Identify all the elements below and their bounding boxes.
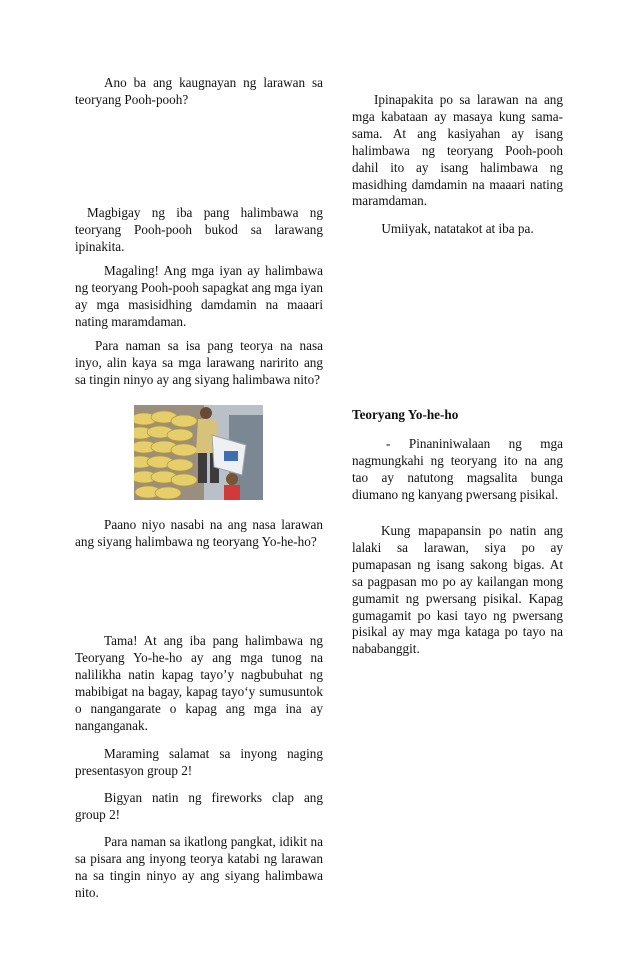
paragraph-fireworks-clap: Bigyan natin ng fireworks clap ang group 2! [75, 790, 323, 822]
answer-yo-he-ho: Kung mapapansin po natin ang lalaki sa larawan, siya po ay pumapasan ng isang sakong bigas. At sa pagpasan mo po ay kailangan mong gumamit ng pwersang pisikal. Kapag gumagamit po kasi tayo ng pwersang pisikal ay may mga kataga po tayo na nababanggit. [352, 523, 563, 657]
paragraph-isa-pang-teorya: Para naman sa isa pang teorya na nasa inyo, alin kaya sa mga larawang naririto ang sa tingin ninyo ay ang siyang halimbawa nito? [75, 338, 323, 387]
definition-yo-he-ho: - Pinaniniwalaan ng mga nagmungkahi ng teoryang ito na ang tao ay natutong magsalita bunga diumano ng kanyang pwersang pisikal. [352, 436, 563, 502]
answer-examples: Umiiyak, natatakot at iba pa. [381, 221, 534, 236]
heading-yo-he-ho: Teoryang Yo-he-ho [352, 407, 459, 422]
question-yo-he-ho: Paano niyo nasabi na ang nasa larawan ang siyang halimbawa ng teoryang Yo-he-ho? [75, 517, 323, 549]
question-pooh-pooh: Ano ba ang kaugnayan ng larawan sa teoryang Pooh-pooh? [75, 75, 323, 107]
paragraph-magaling: Magaling! Ang mga iyan ay halimbawa ng teoryang Pooh-pooh sapagkat ang mga iyan ay mga masisidhing damdamin na maaari nating maramdaman. [75, 263, 323, 329]
paragraph-give-examples: Magbigay ng iba pang halimbawa ng teoryang Pooh-pooh bukod sa larawang ipinakita. [75, 205, 323, 254]
rice-sacks-photo [134, 405, 263, 500]
answer-pooh-pooh: Ipinapakita po sa larawan na ang mga kabataan ay masaya kung sama-sama. At ang kasiyahan ay isang halimbawa ng teoryang Pooh-pooh dahil ito ay isang halimbawa ng masidhing damdamin na maaari nating maramdaman. [352, 92, 563, 209]
paragraph-ikatlong-pangkat: Para naman sa ikatlong pangkat, idikit na sa pisara ang inyong teorya katabi ng larawan na sa tingin ninyo ay ang siyang halimbawa nito. [75, 834, 323, 900]
paragraph-maraming-salamat: Maraming salamat sa inyong naging presentasyon group 2! [75, 746, 323, 778]
paragraph-tama: Tama! At ang iba pang halimbawa ng Teoryang Yo-he-ho ay ang mga tunog na nalilikha natin kapag tayo’y nagbubuhat ng mabibigat na bagay, kapag tayo‘y sumusuntok o nangangarate o kapag ang mga ina ay nanganganak. [75, 633, 323, 733]
